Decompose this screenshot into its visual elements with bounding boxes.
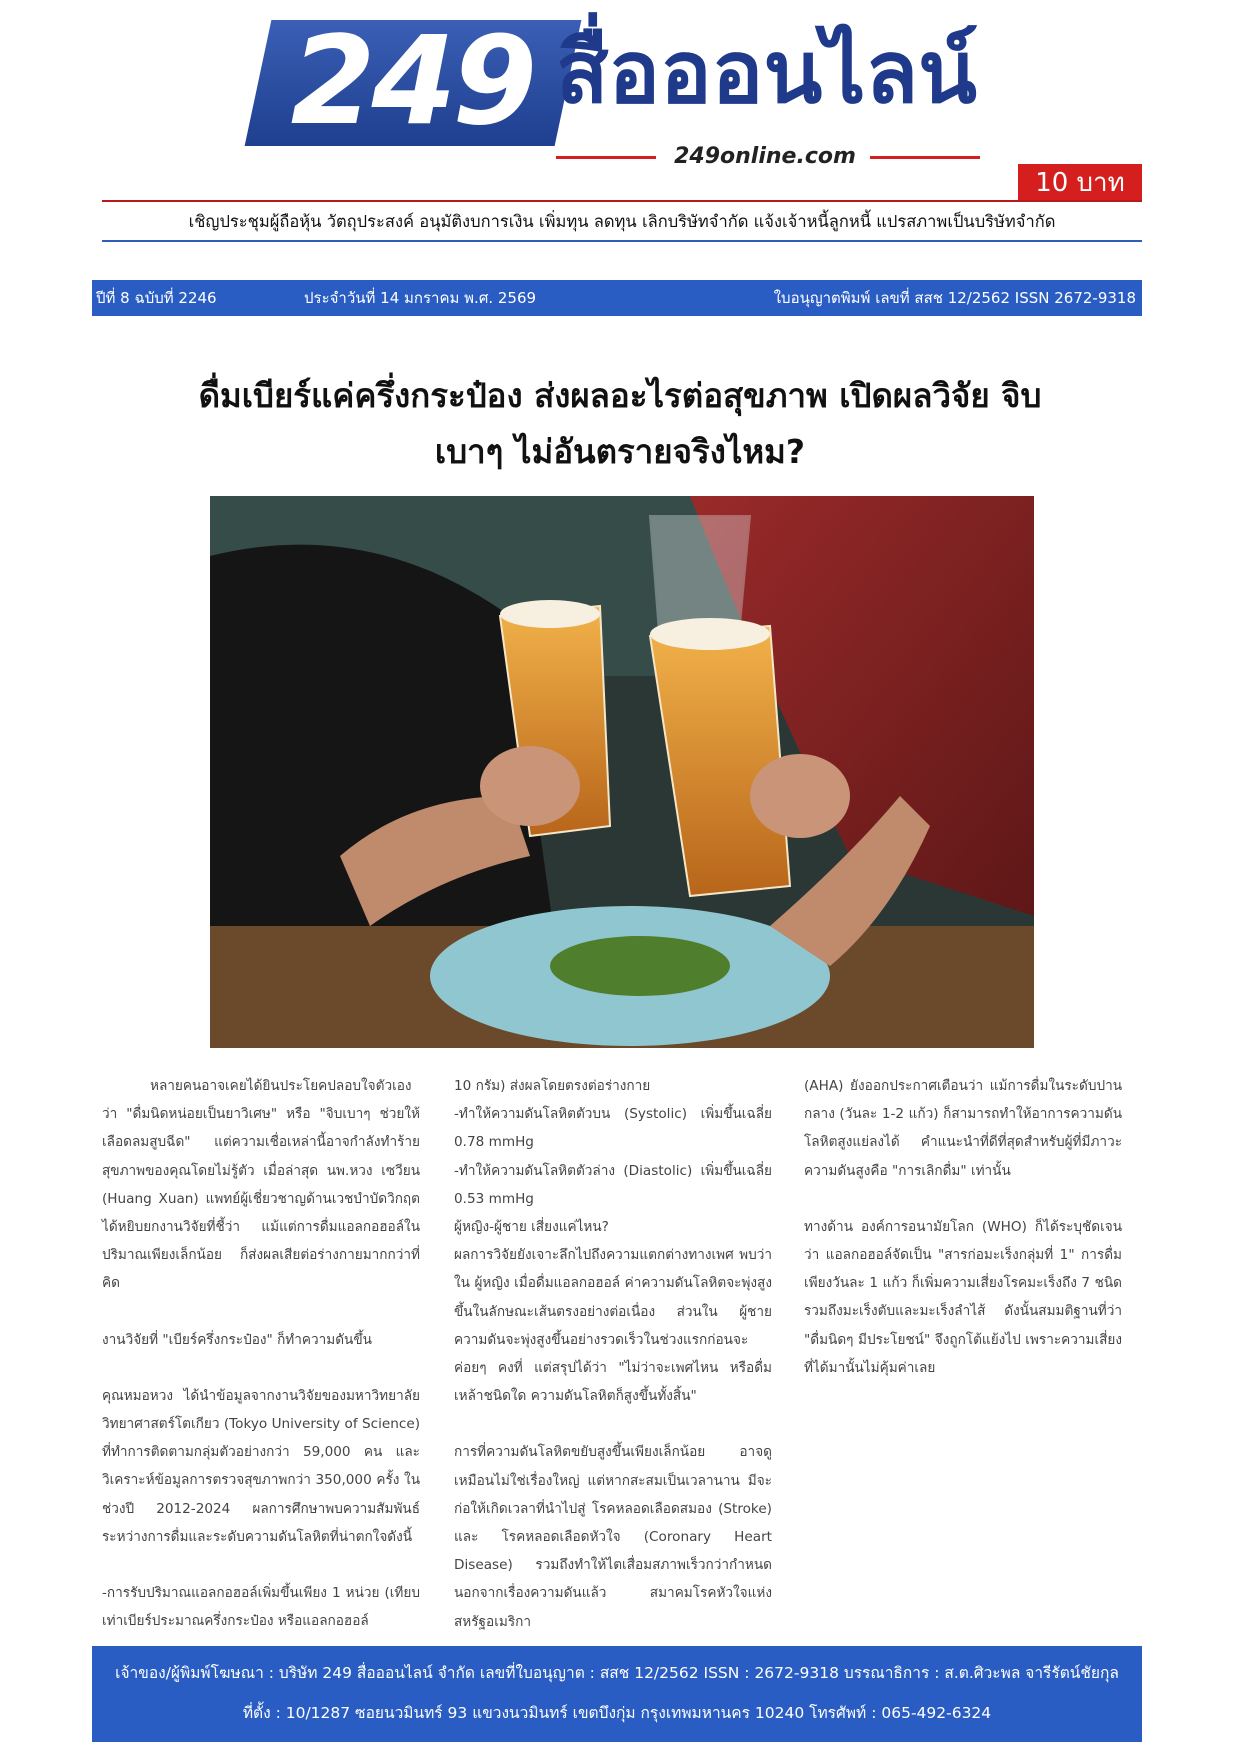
price-badge: 10 บาท (1018, 164, 1142, 202)
masthead-tagline: เชิญประชุมผู้ถือหุ้น วัตถุประสงค์ อนุมัติงบการเงิน เพิ่มทุน ลดทุน เลิกบริษัทจำกัด แจ้งเจ้าหนี้ลูกหนี้ แปรสภาพเป็นบริษัทจำกัด (188, 212, 1056, 231)
footer-publisher: เจ้าของ/ผู้พิมพ์โฆษณา : บริษัท 249 สื่อออนไลน์ จำกัด เลขที่ใบอนุญาต : สสช 12/2562 ISSN : 2672-9318 บรรณาธิการ : ส.ต.ศิวะพล จารีรัตน์ชัยกุล (115, 1664, 1119, 1682)
issue-bar (92, 280, 1142, 316)
logo-text: สื่อออนไลน์ (556, 23, 977, 123)
logo-divider-right (870, 156, 980, 159)
masthead-rule-red (102, 200, 1142, 202)
footer-address: ที่ตั้ง : 10/1287 ซอยนวมินทร์ 93 แขวงนวมินทร์ เขตบึงกุ่ม กรุงเทพมหานคร 10240 โทรศัพท์ : 065-492-6324 (242, 1704, 992, 1722)
footer (92, 1646, 1142, 1742)
logo-number: 249 (290, 10, 534, 152)
bullet-item: -ทำให้ความดันโลหิตตัวบน (Systolic) เพิ่มขึ้นเฉลี่ย 0.78 mmHg (454, 1106, 772, 1151)
article-column-3 (804, 1072, 1122, 1592)
issue-date: ประจำวันที่ 14 มกราคม พ.ศ. 2569 (304, 289, 537, 307)
logo-site: 249online.com (674, 144, 856, 169)
paragraph: หลายคนอาจเคยได้ยินประโยคปลอบใจตัวเองว่า "ดื่มนิดหน่อยเป็นยาวิเศษ" หรือ "จิบเบาๆ ช่วยให้เลือดลมสูบฉีด" แต่ความเชื่อเหล่านี้อาจกำลังทำร้ายสุขภาพของคุณโดยไม่รู้ตัว เมื่อล่าสุด นพ.หวง เซวียน (Huang Xuan) แพทย์ผู้เชี่ยวชาญด้านเวชบำบัดวิกฤต ได้หยิบยกงานวิจัยที่ชี้ว่า แม้แต่การดื่มแอลกอฮอล์ในปริมาณเพียงเล็กน้อย ก็ส่งผลเสียต่อร่างกายมากกว่าที่คิด (102, 1078, 420, 1292)
paragraph: ทางด้าน องค์การอนามัยโลก (WHO) ก็ได้ระบุชัดเจนว่า แอลกอฮอล์จัดเป็น "สารก่อมะเร็งกลุ่มที่ 1" การดื่มเพียงวันละ 1 แก้ว ก็เพิ่มความเสี่ยงโรคมะเร็งถึง 7 ชนิด รวมถึงมะเร็งตับและมะเร็งลำไส้ ดังนั้นสมมติฐานที่ว่า "ดื่มนิดๆ มีประโยชน์" จึงถูกโต้แย้งไป เพราะความเสี่ยงที่ได้มานั้นไม่คุ้มค่าเลย (804, 1218, 1122, 1376)
headline-line-1: ดื่มเบียร์แค่ครึ่งกระป๋อง ส่งผลอะไรต่อสุขภาพ เปิดผลวิจัย จิบ (198, 376, 1042, 415)
article-photo (210, 496, 1034, 1048)
article-headline (120, 368, 1120, 488)
issue-number: ปีที่ 8 ฉบับที่ 2246 (96, 289, 217, 307)
subheading: ผู้หญิง-ผู้ชาย เสี่ยงแค่ไหน? (454, 1219, 609, 1236)
paragraph: คุณหมอหวง ได้นำข้อมูลจากงานวิจัยของมหาวิทยาลัยวิทยาศาสตร์โตเกียว (Tokyo University of Science) ที่ทำการติดตามกลุ่มตัวอย่างกว่า 59,000 คน และวิเคราะห์ข้อมูลการตรวจสุขภาพกว่า 350,000 ครั้ง ในช่วงปี 2012-2024 ผลการศึกษาพบความสัมพันธ์ระหว่างการดื่มและระดับความดันโลหิตที่น่าตกใจดังนี้ (102, 1387, 420, 1545)
paragraph: การที่ความดันโลหิตขยับสูงขึ้นเพียงเล็กน้อย อาจดูเหมือนไม่ใช่เรื่องใหญ่ แต่หากสะสมเป็นเวลานาน มีจะก่อให้เกิดเวลาที่นำไปสู่ โรคหลอดเลือดสมอง (Stroke) และ โรคหลอดเลือดหัวใจ (Coronary Heart Disease) รวมถึงทำให้ไตเสื่อมสภาพเร็วกว่ากำหนด นอกจากเรื่องความดันแล้ว สมาคมโรคหัวใจแห่งสหรัฐอเมริกา (454, 1444, 772, 1630)
paragraph: (AHA) ยังออกประกาศเตือนว่า แม้การดื่มในระดับปานกลาง (วันละ 1-2 แก้ว) ก็สามารถทำให้อาการความดันโลหิตสูงแย่ลงได้ คำแนะนำที่ดีที่สุดสำหรับผู้ที่มีภาวะความดันสูงคือ "การเลิกดื่ม" เท่านั้น (804, 1078, 1122, 1179)
headline-line-2: เบาๆ ไม่อันตรายจริงไหม? (434, 432, 806, 471)
paragraph: -การรับปริมาณแอลกอฮอล์เพิ่มขึ้นเพียง 1 หน่วย (เทียบเท่าเบียร์ประมาณครึ่งกระป๋อง หรือแอลกอฮอล์ (102, 1585, 420, 1630)
paragraph: ผลการวิจัยยังเจาะลึกไปถึงความแตกต่างทางเพศ พบว่าใน ผู้หญิง เมื่อดื่มแอลกอฮอล์ ค่าความดันโลหิตจะพุ่งสูงขึ้นในลักษณะเส้นตรงอย่างต่อเนื่อง ส่วนใน ผู้ชาย ความดันจะพุ่งสูงขึ้นอย่างรวดเร็วในช่วงแรกก่อนจะค่อยๆ คงที่ แต่สรุปได้ว่า "ไม่ว่าจะเพศไหน หรือดื่มเหล้าชนิดใด ความดันโลหิตก็สูงขึ้นทั้งสิ้น" (454, 1247, 772, 1405)
logo-divider-left (556, 156, 656, 159)
license-info: ใบอนุญาตพิมพ์ เลขที่ สสช 12/2562 ISSN 2672-9318 (773, 289, 1136, 307)
subheading: งานวิจัยที่ "เบียร์ครึ่งกระป๋อง" ก็ทำความดันขึ้น (102, 1331, 372, 1348)
beer-toast-illustration (210, 496, 1034, 1048)
article-column-1 (102, 1072, 420, 1630)
masthead-rule-blue (102, 240, 1142, 242)
article-column-2 (454, 1072, 772, 1630)
bullet-item: -ทำให้ความดันโลหิตตัวล่าง (Diastolic) เพิ่มขึ้นเฉลี่ย 0.53 mmHg (454, 1162, 772, 1207)
paragraph: 10 กรัม) ส่งผลโดยตรงต่อร่างกาย (454, 1078, 651, 1094)
